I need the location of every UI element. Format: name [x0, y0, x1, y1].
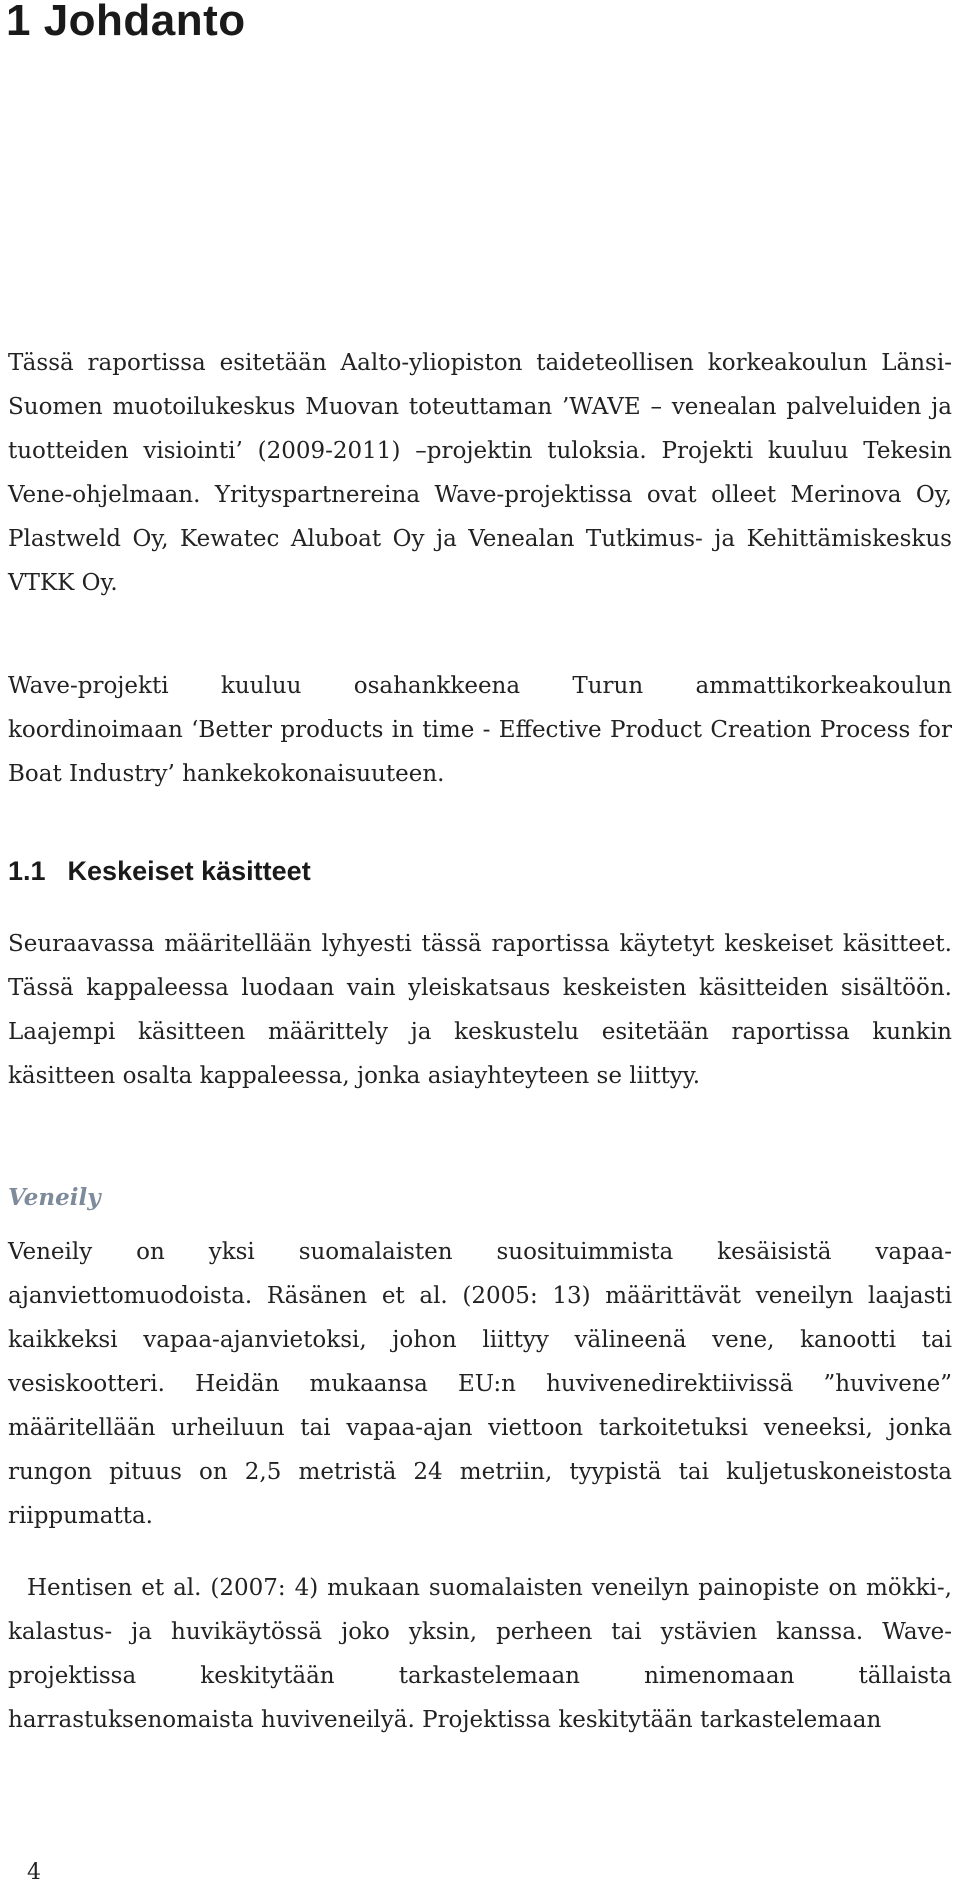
section-intro-paragraph: Seuraavassa määritellään lyhyesti tässä raportissa käytetyt keskeiset käsitteet. Tässä kappaleessa luodaan vain yleiskatsaus keskeisten käsitteiden sisältöön. Laajempi käsitteen määrittely ja keskustelu esitetään raportissa kunkin käsitteen osalta kappaleessa, jonka asiayhteyteen se liittyy. — [8, 931, 952, 1089]
chapter-title: 1 Johdanto — [6, 0, 246, 45]
section-number: 1.1 — [8, 856, 46, 886]
term-continuation-paragraph: Hentisen et al. (2007: 4) mukaan suomalaisten veneilyn painopiste on mökki-, kalastus- ja huvikäytössä joko yksin, perheen tai ystävien kanssa. Wave-projektissa keskitytään tarkastelemaan nimenomaan tällaista harrastuksenomaista huviveneilyä. Projektissa keskitytään tarkastelemaan — [8, 1575, 952, 1733]
section-title: Keskeiset käsitteet — [67, 856, 311, 886]
program-paragraph: Wave-projekti kuuluu osahankkeena Turun ammattikorkeakoulun koordinoimaan ‘Better products in time - Effective Product Creation Process for Boat Industry’ hankekokonaisuuteen. — [8, 673, 952, 787]
intro-paragraph: Tässä raportissa esitetään Aalto-yliopiston taideteollisen korkeakoulun Länsi-Suomen muotoilukeskus Muovan toteuttaman ’WAVE – venealan palveluiden ja tuotteiden visiointi’ (2009-2011) –projektin tuloksia. Projekti kuuluu Tekesin Vene-ohjelmaan. Yrityspartnereina Wave-projektissa ovat olleet Merinova Oy, Plastweld Oy, Kewatec Aluboat Oy ja Venealan Tutkimus- ja Kehittämiskeskus VTKK Oy. — [8, 350, 952, 596]
page-number: 4 — [27, 1860, 41, 1885]
term-definition-paragraph: Veneily on yksi suomalaisten suosituimmista kesäisistä vapaa-ajanviettomuodoista. Räsänen et al. (2005: 13) määrittävät veneilyn laajasti kaikkeksi vapaa-ajanvietoksi, johon liittyy välineenä vene, kanootti tai vesiskootteri. Heidän mukaansa EU:n huvivenedirektiivissä ”huvivene” määritellään urheiluun tai vapaa-ajan viettoon tarkoitetuksi veneeksi, jonka rungon pituus on 2,5 metristä 24 metriin, tyypistä tai kuljetuskoneistosta riippumatta. — [8, 1239, 952, 1529]
section-heading — [8, 856, 311, 887]
term-heading: Veneily — [8, 1184, 101, 1211]
